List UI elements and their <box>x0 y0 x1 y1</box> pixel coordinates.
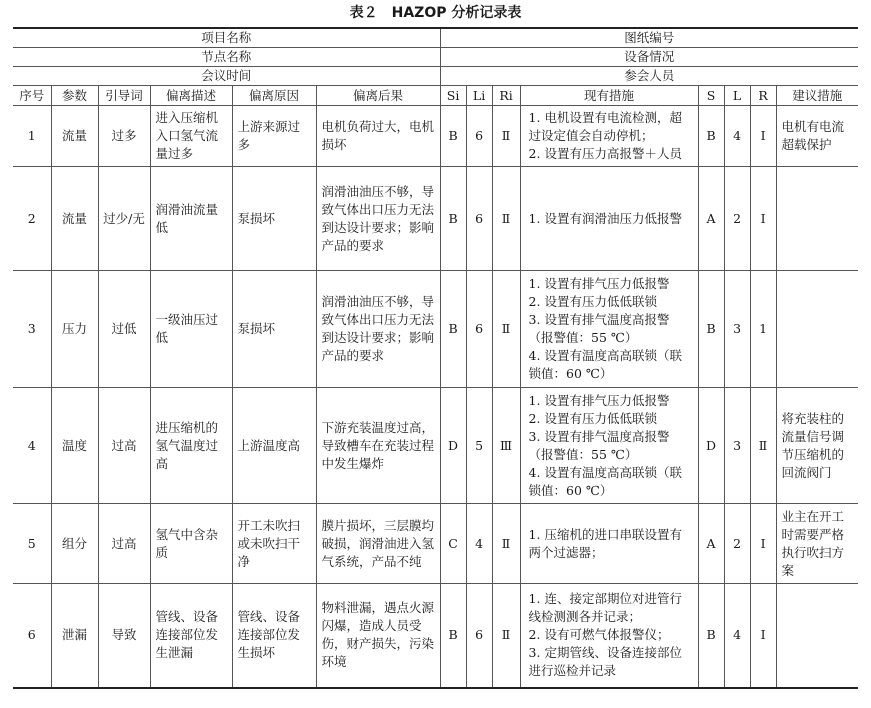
meeting-time-label: 会议时间 <box>13 67 440 86</box>
header-row-project <box>13 28 858 48</box>
cell-si: B <box>440 106 466 167</box>
measure-item: 2. 设置有压力低低联锁 <box>528 294 657 309</box>
cell-param: 温度 <box>51 388 98 504</box>
cell-li: 6 <box>466 271 492 388</box>
header-row-meeting <box>13 67 858 86</box>
col-header-desc: 偏离描述 <box>150 86 232 106</box>
cell-s: D <box>698 388 724 504</box>
cell-desc: 进压缩机的氢气温度过高 <box>150 388 232 504</box>
cell-s: A <box>698 167 724 271</box>
cell-no: 5 <box>13 504 51 584</box>
measure-item: 2. 设有可燃气体报警仪； <box>528 627 670 643</box>
header-row-node <box>13 48 858 67</box>
cell-measures <box>520 106 698 167</box>
cell-consequence: 物料泄漏，遇点火源闪爆，造成人员受伤，财产损失，污染环境 <box>316 584 440 688</box>
measure-item: 1. 设置有润滑油压力低报警 <box>528 210 682 226</box>
col-header-li: Li <box>466 86 492 106</box>
cell-cause: 开工未吹扫或未吹扫干净 <box>232 504 316 584</box>
table-row <box>13 271 858 388</box>
measure-item: 1. 电机设置有电流检测，超过设定值会自动停机； <box>528 110 682 143</box>
cell-cause: 泵损坏 <box>232 271 316 388</box>
node-name-label: 节点名称 <box>13 48 440 67</box>
col-header-guide: 引导词 <box>98 86 150 106</box>
table-row <box>13 388 858 504</box>
cell-no: 4 <box>13 388 51 504</box>
col-header-l: L <box>724 86 750 106</box>
cell-desc: 管线、设备连接部位发生泄漏 <box>150 584 232 688</box>
col-header-measures: 现有措施 <box>520 86 698 106</box>
cell-s: B <box>698 271 724 388</box>
cell-li: 6 <box>466 167 492 271</box>
cell-no: 6 <box>13 584 51 688</box>
cell-ri: Ⅱ <box>492 504 520 584</box>
cell-consequence: 下游充装温度过高，导致槽车在充装过程中发生爆炸 <box>316 388 440 504</box>
measure-item: 1. 设置有排气压力低报警 <box>528 392 670 408</box>
cell-ri: Ⅱ <box>492 167 520 271</box>
cell-param: 流量 <box>51 167 98 271</box>
cell-s: B <box>698 584 724 688</box>
cell-consequence: 润滑油油压不够，导致气体出口压力无法到达设计要求；影响产品的要求 <box>316 167 440 271</box>
cell-l: 2 <box>724 504 750 584</box>
cell-s: B <box>698 106 724 167</box>
cell-measures <box>520 271 698 388</box>
cell-li: 4 <box>466 504 492 584</box>
cell-param: 组分 <box>51 504 98 584</box>
measure-item: 4. 设置有温度高高联锁（联锁值：60 ℃） <box>528 348 682 381</box>
cell-measures <box>520 504 698 584</box>
cell-r: Ⅰ <box>750 106 776 167</box>
cell-guide: 过多 <box>98 106 150 167</box>
cell-li: 6 <box>466 584 492 688</box>
cell-r: Ⅰ <box>750 584 776 688</box>
cell-ri: Ⅱ <box>492 106 520 167</box>
cell-no: 2 <box>13 167 51 271</box>
cell-s: A <box>698 504 724 584</box>
project-name-label: 项目名称 <box>13 28 440 48</box>
cell-suggest <box>776 584 858 688</box>
drawing-number-label: 图纸编号 <box>440 28 858 48</box>
cell-guide: 过高 <box>98 504 150 584</box>
cell-si: B <box>440 584 466 688</box>
cell-param: 流量 <box>51 106 98 167</box>
cell-ri: Ⅲ <box>492 388 520 504</box>
cell-guide: 过少/无 <box>98 167 150 271</box>
cell-cause: 泵损坏 <box>232 167 316 271</box>
cell-cause: 管线、设备连接部位发生损坏 <box>232 584 316 688</box>
equipment-status-label: 设备情况 <box>440 48 858 67</box>
cell-cause: 上游温度高 <box>232 388 316 504</box>
cell-consequence: 膜片损坏，三层膜均破损，润滑油进入氢气系统，产品不纯 <box>316 504 440 584</box>
cell-measures <box>520 584 698 688</box>
cell-suggest <box>776 271 858 388</box>
cell-l: 3 <box>724 271 750 388</box>
cell-guide: 导致 <box>98 584 150 688</box>
col-header-consequence: 偏离后果 <box>316 86 440 106</box>
cell-ri: Ⅱ <box>492 584 520 688</box>
cell-desc: 一级油压过低 <box>150 271 232 388</box>
cell-r: Ⅱ <box>750 388 776 504</box>
cell-l: 4 <box>724 584 750 688</box>
col-header-s: S <box>698 86 724 106</box>
measure-item: 2. 设置有压力高报警＋人员 <box>528 146 682 161</box>
cell-consequence: 电机负荷过大，电机损坏 <box>316 106 440 167</box>
column-header-row <box>13 86 858 106</box>
col-header-suggest: 建议措施 <box>776 86 858 106</box>
measure-item: 1. 设置有排气压力低报警 <box>528 276 670 291</box>
cell-consequence: 润滑油油压不够，导致气体出口压力无法到达设计要求；影响产品的要求 <box>316 271 440 388</box>
cell-r: Ⅰ <box>750 504 776 584</box>
col-header-si: Si <box>440 86 466 106</box>
cell-cause: 上游来源过多 <box>232 106 316 167</box>
cell-si: B <box>440 167 466 271</box>
measure-item: 2. 设置有压力低低联锁 <box>528 410 657 426</box>
cell-suggest: 将充装柱的流量信号调节压缩机的回流阀门 <box>776 388 858 504</box>
cell-desc: 氢气中含杂质 <box>150 504 232 584</box>
cell-suggest <box>776 167 858 271</box>
cell-li: 5 <box>466 388 492 504</box>
measure-item: 1. 压缩机的进口串联设置有两个过滤器； <box>528 526 682 560</box>
cell-li: 6 <box>466 106 492 167</box>
cell-no: 3 <box>13 271 51 388</box>
cell-param: 泄漏 <box>51 584 98 688</box>
cell-si: B <box>440 271 466 388</box>
hazop-table <box>13 27 858 689</box>
cell-r: 1 <box>750 271 776 388</box>
cell-desc: 进入压缩机入口氢气流量过多 <box>150 106 232 167</box>
cell-l: 2 <box>724 167 750 271</box>
table-row <box>13 584 858 688</box>
cell-measures <box>520 167 698 271</box>
measure-item: 1. 连、接定部期位对进管行线检测测各并记录； <box>528 591 682 625</box>
col-header-r: R <box>750 86 776 106</box>
col-header-ri: Ri <box>492 86 520 106</box>
table-row <box>13 504 858 584</box>
cell-param: 压力 <box>51 271 98 388</box>
cell-guide: 过高 <box>98 388 150 504</box>
cell-ri: Ⅱ <box>492 271 520 388</box>
measure-item: 4. 设置有温度高高联锁（联锁值：60 ℃） <box>528 464 682 498</box>
cell-si: D <box>440 388 466 504</box>
table-row <box>13 167 858 271</box>
cell-si: C <box>440 504 466 584</box>
cell-suggest: 电机有电流超载保护 <box>776 106 858 167</box>
cell-measures <box>520 388 698 504</box>
cell-l: 4 <box>724 106 750 167</box>
measure-item: 3. 定期管线、设备连接部位进行巡检并记录 <box>528 645 682 679</box>
measure-item: 3. 设置有排气温度高报警（报警值：55 ℃） <box>528 312 670 345</box>
col-header-cause: 偏离原因 <box>232 86 316 106</box>
col-header-no: 序号 <box>13 86 51 106</box>
cell-no: 1 <box>13 106 51 167</box>
cell-guide: 过低 <box>98 271 150 388</box>
col-header-param: 参数 <box>51 86 98 106</box>
table-row <box>13 106 858 167</box>
cell-desc: 润滑油流量低 <box>150 167 232 271</box>
table-title: 表２ HAZOP 分析记录表 <box>349 5 522 21</box>
cell-l: 3 <box>724 388 750 504</box>
measure-item: 3. 设置有排气温度高报警（报警值：55 ℃） <box>528 428 670 462</box>
cell-r: Ⅰ <box>750 167 776 271</box>
attendees-label: 参会人员 <box>440 67 858 86</box>
cell-suggest: 业主在开工时需要严格执行吹扫方案 <box>776 504 858 584</box>
